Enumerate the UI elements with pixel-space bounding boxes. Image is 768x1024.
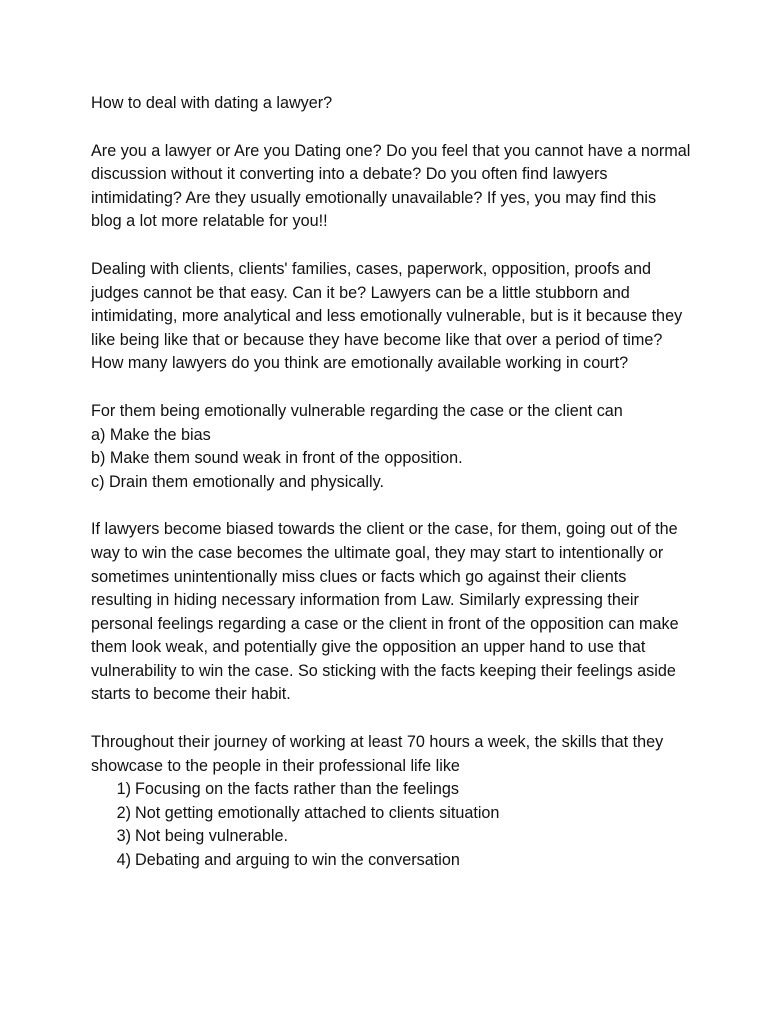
list-item <box>91 825 691 849</box>
vulnerability-list <box>91 424 691 495</box>
intro-paragraph: Are you a lawyer or Are you Dating one? Do you feel that you cannot have a normal discussion without it converting into a debate? Do you often find lawyers intimidating? Are they usually emotionally unavailable? If yes, you may find this blog a lot more relatable for you!! <box>91 141 691 231</box>
spacer <box>91 494 691 518</box>
list-number: 2) <box>116 803 131 822</box>
spacer <box>91 376 691 400</box>
list-text: Not getting emotionally attached to clients situation <box>135 803 500 822</box>
vulnerability-intro: For them being emotionally vulnerable regarding the case or the client can <box>91 401 623 420</box>
list-text: Debating and arguing to win the conversation <box>135 851 460 870</box>
list-number: 4) <box>116 851 131 870</box>
list-item <box>91 802 691 826</box>
list-item: c) Drain them emotionally and physically. <box>91 472 384 491</box>
list-text: Focusing on the facts rather than the feelings <box>135 780 459 799</box>
list-item <box>91 849 691 873</box>
spacer <box>91 116 691 140</box>
spacer <box>91 234 691 258</box>
list-item: a) Make the bias <box>91 425 211 444</box>
list-number: 1) <box>116 780 131 799</box>
document-body <box>91 92 691 873</box>
skills-list <box>91 778 691 872</box>
list-text: Not being vulnerable. <box>135 827 288 846</box>
bias-paragraph: If lawyers become biased towards the client or the case, for them, going out of the way to win the case becomes the ultimate goal, they may start to intentionally or sometimes unintentionally miss clues or facts which go against their clients resulting in hiding necessary information from Law. Similarly expressing their personal feelings regarding a case or the client in front of the opposition can make them look weak, and potentially give the opposition an upper hand to use that vulnerability to win the case. So sticking with the facts keeping their feelings aside starts to become their habit. <box>91 520 679 704</box>
spacer <box>91 707 691 731</box>
list-item <box>91 778 691 802</box>
skills-intro: Throughout their journey of working at least 70 hours a week, the skills that they showcase to the people in their professional life like <box>91 733 664 775</box>
document-title: How to deal with dating a lawyer? <box>91 94 333 112</box>
list-item: b) Make them sound weak in front of the opposition. <box>91 449 463 468</box>
dealing-paragraph: Dealing with clients, clients' families, cases, paperwork, opposition, proofs and judges cannot be that easy. Can it be? Lawyers can be a little stubborn and intimidating, more analytical and less emotionally vulnerable, but is it because they like being like that or because they have become like that over a period of time? How many lawyers do you think are emotionally available working in court? <box>91 259 683 373</box>
list-number: 3) <box>116 827 131 846</box>
